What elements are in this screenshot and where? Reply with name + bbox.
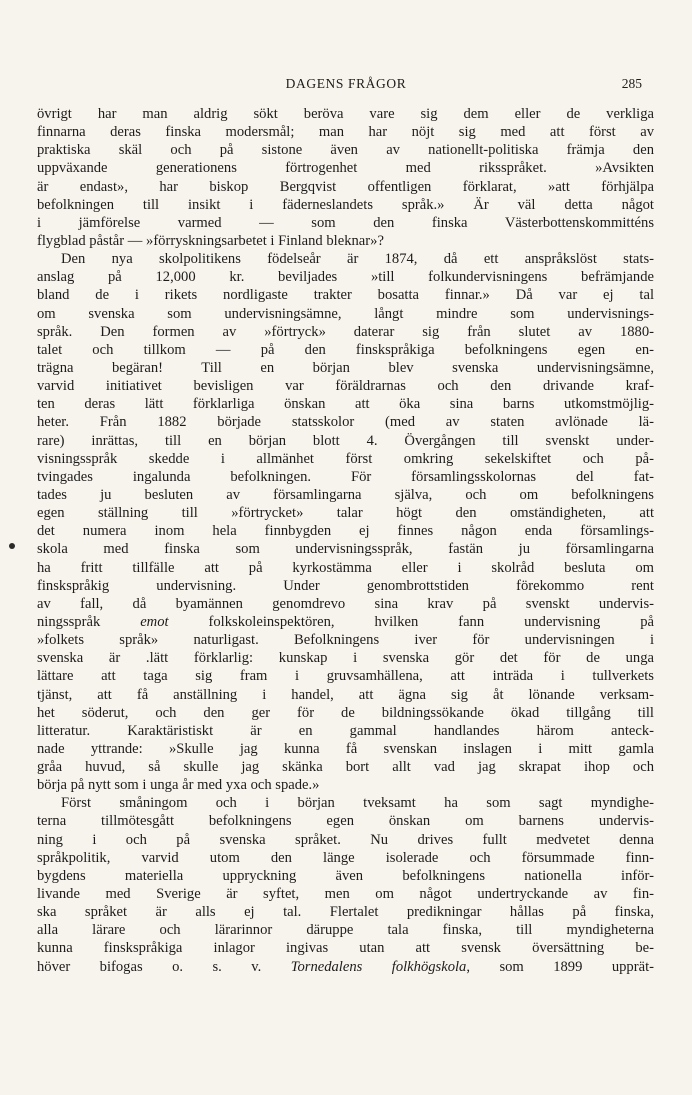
text-line: ning i och på svenska språket. Nu drives fullt medvetet denna: [37, 831, 654, 848]
text-line: svenska är .lätt förklarlig: kunskap i svenska gör det för de unga: [37, 650, 654, 667]
text-line: flygblad påstår — »förryskningsarbetet i Finland bleknar»?: [37, 232, 384, 249]
text-line: »folkets språk» naturligast. Befolkningens iver för undervisningen i: [37, 632, 654, 649]
text-line: praktiska skäl och på sistone även av nationellt-politiska främja den: [37, 142, 654, 159]
body-text: [37, 105, 654, 976]
text-line: skola med finska som undervisningsspråk, fastän ju församlingarna: [37, 541, 654, 558]
text-line: anslag på 12,000 kr. beviljades »till folkundervisningens befrämjande: [37, 269, 654, 286]
running-title: DAGENS FRÅGOR: [285, 76, 407, 91]
text-line: börja på nytt som i unga år med yxa och spade.»: [37, 777, 320, 794]
text-line: av fall, då byamännen genomdrevo sina krav på svenskt undervis-: [37, 595, 654, 612]
text-line: uppväxande generationens förtrogenhet med riksspråket. »Avsikten: [37, 160, 654, 177]
text-line: bygdens materiella uppryckning även befolkningens nationella inför-: [37, 867, 654, 884]
text-line: i jämförelse varmed — som den finska Västerbottenskommitténs: [37, 214, 654, 231]
text-line: tjänst, att få anställning i handel, att ägna sig åt lönande verksam-: [37, 686, 654, 703]
text-line: gråa huvud, så skulle jag skänka bort allt vad jag skrapat ihop och: [37, 759, 654, 776]
text-line: visningsspråk skedde i allmänhet först omkring sekelskiftet och på-: [37, 450, 654, 467]
page-header: [38, 76, 654, 96]
text-line: tades ju besluten av församlingarna själva, och om befolkningens: [37, 486, 654, 503]
text-line: rare) inrättas, till en början blott 4. Övergången till svenskt under-: [37, 432, 654, 449]
text-line: höver bifogas o. s. v. Tornedalens folkhögskola, som 1899 upprät-: [37, 958, 654, 975]
text-line: terna tillmötesgått befolkningens egen önskan om barnens undervis-: [37, 813, 654, 830]
text-line: ha fritt tillfälle att på kyrkostämma eller i skolråd besluta om: [37, 559, 654, 576]
text-line: kunna finskspråkiga inlagor ingivas utan att svensk översättning be-: [37, 940, 654, 957]
text-line: övrigt har man aldrig sökt beröva vare sig dem eller de verkliga: [37, 106, 654, 122]
text-line: heter. Från 1882 började statsskolor (med av staten avlönade lä-: [37, 414, 654, 431]
text-line: lättare att taga sig fram i gruvsamhällena, att inträda i tullverkets: [37, 668, 654, 685]
text-line: språk. Den formen av »förtryck» daterar sig från slutet av 1880-: [37, 323, 654, 340]
text-line: språkpolitik, varvid utom den länge isolerade och försummade finn-: [37, 849, 654, 866]
text-line: varvid initiativet bevisligen var föräldrarnas och den drivande kraf-: [37, 378, 654, 395]
text-line: ska språket är alls ej tal. Flertalet predikningar hållas på finska,: [37, 904, 654, 921]
text-line: tvingades ingalunda befolkningen. För församlingsskolornas del fat-: [37, 468, 654, 485]
text-line: det numera inom hela finnbygden ej finnes någon enda församlings-: [37, 523, 654, 540]
text-line: ten deras lätt förklarliga önskan att öka sina barns utkomstmöjlig-: [37, 396, 654, 413]
text-line: livande med Sverige är syftet, men om något undertryckande av fin-: [37, 886, 654, 903]
text-line: befolkningen till insikt i fäderneslandets språk.» Är väl detta något: [37, 196, 654, 213]
text-line: ningsspråk emot folkskoleinspektören, hvilken fann undervisning på: [37, 613, 654, 630]
text-line: trägna begäran! Till en början blev svenska undervisningsämne,: [37, 359, 654, 376]
text-line: bland de i rikets nordligaste trakter bosatta finnar.» Då var ej tal: [37, 287, 654, 304]
text-line: Först småningom och i början tveksamt ha som sagt myndighe-: [61, 795, 654, 812]
text-line: om svenska som undervisningsämne, långt mindre som undervisnings-: [37, 305, 654, 322]
text-line: egen ställning till »förtrycket» talar högt den omständigheten, att: [37, 505, 654, 522]
text-line: het söderut, och den ger för de bildningssökande ökad tillgång till: [37, 704, 654, 721]
text-line: talet och tillkom — på den finskspråkiga befolkningens egen en-: [37, 341, 654, 358]
text-line: nade yttrande: »Skulle jag kunna få svenskan inslagen i mitt gamla: [37, 740, 654, 757]
text-line: är endast», har biskop Bergqvist offentligen förklarat, »att förhjälpa: [37, 178, 654, 195]
text-line: litteratur. Karaktäristiskt är en gammal handlandes härom anteck-: [37, 722, 654, 739]
text-line: finnarna deras finska modersmål; man har nöjt sig med att först av: [37, 124, 654, 141]
text-line: finskspråkig undervisning. Under genombrottstiden förekommo rent: [37, 577, 654, 594]
text-line: alla lärare och lärarinnor däruppe tala finska, till myndigheterna: [37, 922, 654, 939]
page-number: 285: [621, 76, 642, 91]
text-line: Den nya skolpolitikens födelseår är 1874, då ett anspråkslöst stats-: [61, 251, 654, 268]
margin-bullet-mark: [9, 543, 15, 549]
